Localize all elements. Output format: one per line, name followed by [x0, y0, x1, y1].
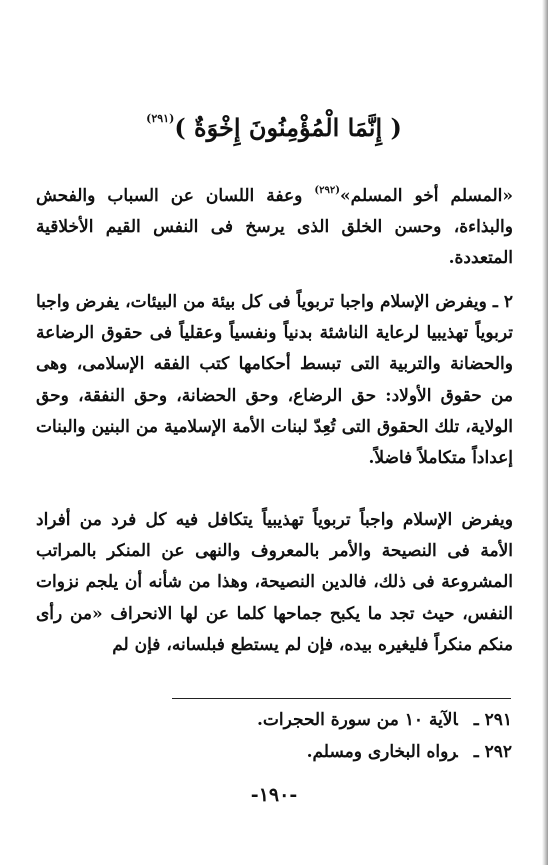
paragraph-3: ويفرض الإسلام واجباً تربوياً تهذيبياً يتكافل فيه كل فرد من أفراد الأمة فى النصيحة والأمر بالمعروف والنهى عن المنكر بالمراتب المشروعة فى ذلك، فالدين النصيحة، وهذا من شأنه أن يلجم نزوات النفس، حيث تجد ما يكبح جماحها كلما عن لها الانحراف «من رأى منكم منكراً فليغيره بيده، فإن لم يستطع فبلسانه، فإن لم — [36, 510, 513, 655]
paragraph-1-quote: «المسلم أخو المسلم» — [340, 186, 513, 206]
footnote-number: ٢٩٢ ـ — [473, 742, 512, 762]
footnote-divider — [172, 698, 511, 699]
verse-heading — [0, 112, 548, 142]
footnote-291 — [257, 710, 512, 730]
paragraph-1 — [36, 175, 513, 275]
page-number: -١٩٠- — [250, 784, 298, 806]
footnote-text: الآية ١٠ من سورة الحجرات. — [256, 710, 458, 730]
paragraph-2: ٢ ـ ويفرض الإسلام واجبا تربوياً فى كل بيئة من البيئات، يفرض واجبا تربوياً تهذيبيا لرعاية الناشئة بدنياً ونفسياً وعقلياً فى حقوق الرضاعة والحضانة والتربية التى تبسط أحكامها كتب الفقه الإسلامى، وهى من حقوق الأولاد: حق الرضاع، وحق الحضانة، وحق النفقة، وحق الولاية، تلك الحقوق التى تُعِدّ لبنات الأمة الإسلامية من البنين والبنات إعداداً متكاملاً فاضلاً. — [36, 292, 513, 469]
verse-heading-text: ( إِنَّمَا الْمُؤْمِنُونَ إِخْوَةٌ ) — [174, 113, 402, 142]
footnote-292 — [307, 742, 512, 762]
footnote-number: ٢٩١ ـ — [473, 710, 512, 730]
verse-heading-ref: (٢٩١) — [146, 112, 175, 125]
paragraph-1-ref: (٢٩٢) — [314, 185, 340, 196]
footnote-text: رواه البخارى ومسلم. — [306, 742, 458, 762]
paragraph-1-rest: وعفة اللسان عن السباب والفحش والبذاءة، وحسن الخلق الذى يرسخ فى النفس القيم الأخلاقية المتعددة. — [36, 186, 513, 269]
